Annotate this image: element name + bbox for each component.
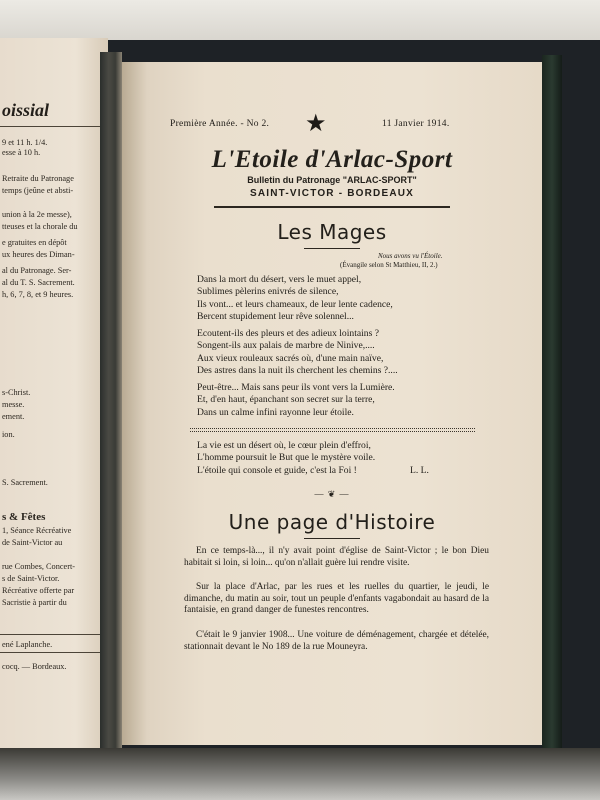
left-page-line: esse à 10 h. — [2, 148, 41, 157]
left-page-line: S. Sacrement. — [2, 478, 48, 487]
article-title: Les Mages — [277, 220, 387, 244]
left-page-line: union à la 2e messe), — [2, 210, 72, 219]
left-page-line: ion. — [2, 430, 15, 439]
title-rule — [304, 248, 360, 249]
left-page-line: cocq. — Bordeaux. — [2, 662, 67, 671]
left-page-line: al du Patronage. Ser- — [2, 266, 72, 275]
left-page-line: Sacristie à partir du — [2, 598, 67, 607]
issue-info: Première Année. - No 2. — [170, 119, 270, 129]
left-page-heading: oissial — [2, 100, 50, 120]
left-page-line: s-Christ. — [2, 388, 31, 397]
left-page-line: 1, Séance Récréative — [2, 526, 72, 535]
left-page-line: 9 et 11 h. 1/4. — [2, 138, 48, 147]
right-page — [122, 62, 542, 745]
poem-stanza: Ecoutent-ils des pleurs et des adieux lointains ? Songent-ils aux palais de marbre de Ninive,.... Aux vieux rouleaux sacrés où, d'une main naïve, Des astres dans la nuit ils cherchent les chemins ?.... — [197, 328, 398, 376]
poem-stanza: Dans la mort du désert, vers le muet appel, Sublimes pèlerins enivrés de silence, Ils vont... et leurs chameaux, de leur lente cadence, Bercent stupidement leur rêve solennel... — [197, 274, 393, 322]
left-page — [0, 38, 108, 750]
left-page-line: ux heures des Diman- — [2, 250, 75, 259]
left-page-rule — [0, 634, 100, 635]
left-page-line: h, 6, 7, 8, et 9 heures. — [2, 290, 74, 299]
newspaper-subtitle: Bulletin du Patronage "ARLAC-SPORT" — [247, 175, 417, 185]
ornament-divider: — ❦ — — [314, 489, 350, 499]
left-page-line: messe. — [2, 400, 25, 409]
left-page-line: ement. — [2, 412, 25, 421]
left-page-line: al du T. S. Sacrement. — [2, 278, 75, 287]
left-page-line: tteuses et la chorale du — [2, 222, 78, 231]
signature: L. L. — [410, 465, 429, 476]
article-title: Une page d'Histoire — [228, 510, 436, 534]
left-page-line: temps (jeûne et absti- — [2, 186, 74, 195]
left-page-line: e gratuites en dépôt — [2, 238, 67, 247]
paragraph: C'était le 9 janvier 1908... Une voiture de déménagement, chargée et dételée, stationnait devant le No 189 de la rue Mouneyra. — [184, 630, 489, 652]
background-top — [0, 0, 600, 40]
newspaper-title: L'Etoile d'Arlac-Sport — [211, 146, 453, 173]
paragraph: Sur la place d'Arlac, par les rues et les ruelles du quartier, le jeudi, le dimanche, du matin au soir, tout un peuple d'enfants vagabondait au hasard de la fantaisie, en grand danger de funestes rencontres. — [184, 582, 489, 616]
newspaper-place: SAINT-VICTOR - BORDEAUX — [249, 188, 415, 199]
masthead-rule — [214, 206, 450, 208]
star-icon: ★ — [305, 111, 327, 137]
left-page-line: s & Fêtes — [2, 511, 46, 523]
epigraph-source: (Évangile selon St Matthieu, II, 2.) — [340, 261, 438, 269]
left-page-line: Récréative offerte par — [2, 586, 75, 595]
poem-stanza: La vie est un désert où, le cœur plein d'effroi, L'homme poursuit le But que le mystère voile. L'étoile qui console et guide, c'est la Foi ! — [197, 440, 376, 476]
dotted-separator — [190, 431, 475, 432]
left-page-rule — [0, 652, 100, 653]
title-rule — [304, 538, 360, 539]
left-page-line: s de Saint-Victor. — [2, 574, 60, 583]
dotted-separator — [190, 428, 475, 429]
book-spine — [100, 52, 122, 752]
left-page-line: de Saint-Victor au — [2, 538, 63, 547]
epigraph: Nous avons vu l'Étoile. — [378, 252, 443, 260]
left-page-line: ené Laplanche. — [2, 640, 53, 649]
book-cover-edge — [542, 55, 562, 755]
paragraph: En ce temps-là..., il n'y avait point d'église de Saint-Victor ; le bon Dieu habitait si loin, si loin... qu'on n'allait guère lui rendre visite. — [184, 546, 489, 568]
issue-date: 11 Janvier 1914. — [382, 119, 450, 129]
left-page-line: rue Combes, Concert- — [2, 562, 76, 571]
table-surface — [0, 748, 600, 800]
poem-stanza: Peut-être... Mais sans peur ils vont vers la Lumière. Et, d'en haut, épanchant son secret sur la terre, Dans un calme infini rayonne leur étoile. — [197, 382, 395, 418]
left-page-rule — [0, 126, 100, 127]
left-page-line: Retraite du Patronage — [2, 174, 74, 183]
